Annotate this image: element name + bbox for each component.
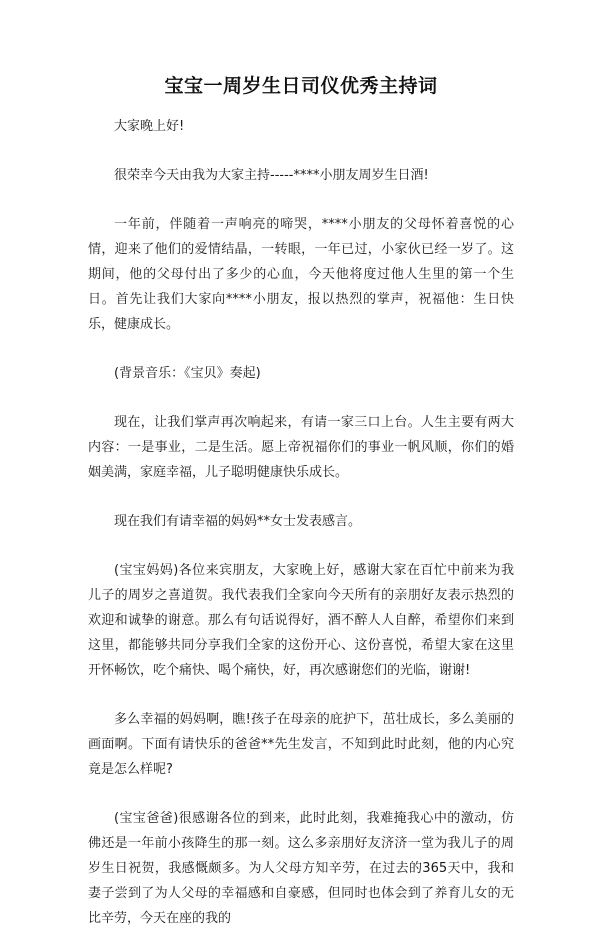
invite-mother-paragraph: 现在我们有请幸福的妈妈**女士发表感言。 — [114, 514, 362, 529]
father-speech-paragraph: (宝宝爸爸)很感谢各位的到来，此时此刻，我难掩我心中的激动，仿佛还是一年前小孩降生的那一刻。这么多亲朋好友济济一堂为我儿子的周岁生日祝贺，我感慨颇多。为人父母方知辛劳，在过去的365天中，我和妻子尝到了为人父母的幸福感和自豪感，但同时也体会到了养育儿女的无比辛劳，今天在座的我的 — [88, 811, 514, 926]
document-title: 宝宝一周岁生日司仪优秀主持词 — [164, 75, 438, 97]
greeting-paragraph: 大家晚上好! — [114, 119, 185, 134]
family-on-stage-paragraph: 现在，让我们掌声再次响起来，有请一家三口上台。人生主要有两大内容：一是事业，二是生活。愿上帝祝福你们的事业一帆风顺，你们的婚姻美满，家庭幸福，儿子聪明健康快乐成长。 — [88, 415, 514, 480]
invite-father-paragraph: 多么幸福的妈妈啊，瞧!孩子在母亲的庇护下，茁壮成长，多么美丽的画面啊。下面有请快乐的爸爸**先生发言，不知到此时此刻，他的内心究竟是怎么样呢? — [88, 712, 514, 777]
music-cue-paragraph: (背景音乐：《宝贝》奏起) — [114, 366, 261, 381]
host-intro-paragraph: 很荣幸今天由我为大家主持-----****小朋友周岁生日酒! — [114, 168, 429, 183]
mother-speech-paragraph: (宝宝妈妈)各位来宾朋友，大家晚上好，感谢大家在百忙中前来为我儿子的周岁之喜道贺。我代表我们全家向今天所有的亲朋好友表示热烈的欢迎和诚挚的谢意。那么有句话说得好，酒不醉人人自醉，希望你们来到这里，都能够共同分享我们全家的这份开心、这份喜悦，希望大家在这里开怀畅饮，吃个痛快、喝个痛快，好，再次感谢您们的光临，谢谢! — [88, 563, 514, 678]
birth-story-paragraph: 一年前，伴随着一声响亮的啼哭，****小朋友的父母怀着喜悦的心情，迎来了他们的爱情结晶，一转眼，一年已过，小家伙已经一岁了。这期间，他的父母付出了多少的心血，今天他将度过他人生里的第一个生日。首先让我们大家向****小朋友，报以热烈的掌声，祝福他：生日快乐，健康成长。 — [88, 217, 514, 332]
